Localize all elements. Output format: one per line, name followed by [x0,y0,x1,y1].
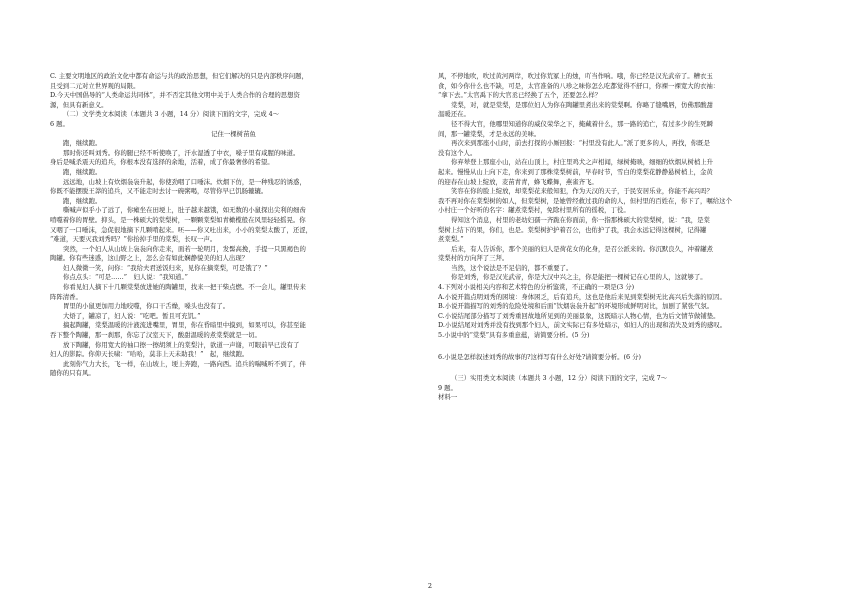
text-line: 那时你还叫刘秀。你的腿已经不听使唤了，汗水湿透了中衣，嗓子里有咸腥的味道。 [63,148,300,157]
text-line: 吞下整个陶罐，那一刹那，你忘了汉室天下，酸甜温暖的煮棠梨就是一切。 [50,331,261,340]
text-line: 得知这个消息，村里的老幼妇孺一齐跪在你面前，你一指那株硕大的棠梨树，说：“我，是棠 [451,215,710,224]
text-line: 6 题。 [50,119,69,128]
text-line: 啃噬着你的胃壁。抑头，是一株硕大的棠梨树，一颗颗棠梨如青橄榄般在风里轻轻摇晃。你 [50,215,306,224]
text-line: 的迎春在山坡上绽放，麦苗青青，蜂飞蝶舞，燕雀齐飞。 [438,177,598,186]
text-line: 笑容在你的脸上绽放，却棠梨花来般知犯，作为天汉的天子，于民安居乐业，你能不高兴吗？ [451,187,714,196]
text-line: 食，如今你什么也不缺，可是，太官准备的八珍之味你怎么吃都觉得不舒口，你裸一裸宽大的衣袖： [438,81,720,90]
text-line: （二）文学类文本阅读（本题共 3 小题，14 分）阅读下面的文字，完成 4～ [63,110,280,119]
text-line: “难道，天要灭我刘秀吗？”你抬掉手里的棠梨，长叹一声。 [50,235,217,244]
text-line: 当然，这个说法是不足信的，都不重要了。 [451,263,573,272]
text-line: 跑，继续跑。 [63,196,102,205]
text-line: 棠梨村的方向拜了三拜。 [438,254,509,263]
text-line: 此刻你气力大长，飞一样，在山坡上，埂上奔跑，一路向西。追兵的喘喊听不到了，伴 [63,359,306,368]
text-line: C. 主要文明地区的政治文化中都有命运与共的政治思想，但它们解决的只是内部秩序问题， [50,72,308,80]
text-line: 妇人微微一笑，问你：“我给夫君送饭归来，见你在摘棠梨，可是饿了？” [63,263,268,272]
text-line: 9 题。 [438,383,457,392]
text-line: 突然，一个妇人从山坡上袅袅向你走来，面若一轮明月，发髻高挽，手提一只黑褐色的 [63,244,306,253]
text-line: 远远地，山坡上有炊烟袅袅升起，你使劲咽了口唾沫。炊烟下仿，是一种残忍的诱惑， [63,177,306,186]
text-line: 我不再对你在棠梨树的如人，但棠梨树，是她曾经救过我的命的人，但村里的百姓在，你下了，嘱给这个 [438,196,732,205]
left-column [50,72,417,379]
text-line: B.小说开篇描写的刘秀的危险处境和后面“饮烟袅袅升起”的环境形成鲜明对比，加剧了紧张气氛。 [438,302,714,311]
text-line: 风，不停地吹，吹过黄河两岸，吹过你荒冢上的烛，吖当作响。哦，你已经是汉光武帝了。糟衣玉 [438,72,713,80]
text-line: 间，那一罐棠梨，才是永远的美味。 [438,129,541,138]
right-column [438,72,810,403]
text-line: 嘶喊声似乎小了远了，你瘫坐在田埂上，肚子越来越饿，如无数的小鼠探出尖利的细齿 [63,206,306,215]
text-line: D.小说结尾对刘秀并没有找到那个妇人，前文实际已有多处暗示，如妇人的出现和消失及刘秀的感叹。 [438,321,727,330]
text-line: 煮棠梨。” [438,235,464,244]
text-line: 你看见妇人摘下十几颗棠梨放进她的陶罐里，找来一把干柴点燃。不一会儿，罐里传来 [63,283,306,292]
text-line: 且受到二元对立世界观的局限。 [50,81,140,90]
text-line: C.小说结尾部分描写了刘秀重回故地所见到的美丽景象，这既暗示人物心情，也为后文情节做铺垫。 [438,311,720,320]
text-line: 径不得大官，他哪里知道你的威仪荣华之下，掩藏着什么，那一路的追亡，有过多少的生死瞬 [451,119,714,128]
text-line: 搞起陶罐，棠梨温暖的汁液流进嘴里，胃里，你在昏暗里中摸到，如果可以，你甚至能 [63,321,306,330]
text-line: 跑，继续跑。 [63,139,102,148]
text-line: 你既不能摆脱王莽的追兵，又不能走时去讨一碗粥喝，尽管你早已饥肠辘辘。 [50,187,268,196]
text-line: 胃里的小鼠更加用力地咬噬，你口干舌燥，嗓头也没有了。 [63,302,230,311]
text-line: 陶罐。你有些迷惑，这山野之上，怎么会有如此娴静貌美的妇人出现？ [50,254,249,263]
text-line: 梨树上结下的果，你们，也是。棠梨树护护着召公，也佑护了我，我会永远记得这棵树，记得罐 [438,225,707,234]
text-line: 起来。慢慢从山上向下走，你来到了那株棠梨树前，早春时节，雪白的棠梨花静静悬树梢上，金黄 [438,167,713,176]
text-line: 6.小说是怎样叙述刘秀的故事的?这样写有什么好处?请简要分析。(6 分) [438,352,641,361]
text-line: 阵阵清香。 [50,292,82,301]
text-line: D.今天中国倡导的“人类命运共同体”，并不否定其他文明中关于人类合作的合理的思想资 [50,91,300,100]
text-line: “拿下去。”太官禹下的大官丞已经换了五个，还要怎么样？ [438,91,602,100]
text-line: 大焐了，罐凉了，妇人说：“吃吧。暂且可充饥。” [63,311,201,320]
text-line: A.小说开篇点明刘秀的困境：身体困乏，后有追兵，这也是他后来见到棠梨树无比高兴后失落的原因。 [438,292,726,301]
text-line: 温暖还在。 [438,110,470,119]
text-line: 妇人的影踪。你仰天长啸：“哈哈，莫非上天未助我！” 起，继续跑。 [50,350,249,359]
text-line: 跑，继续跑。 [63,167,102,176]
page-number: 2 [427,582,433,590]
text-line: 材料一 [438,393,458,402]
text-line: 你点点头：“可是……” 妇人说：“我知道。” [63,273,188,282]
text-line: 又咽了一口唾沫，急促很地摘下几颗啃起来。呸——你又吐出来，小小的棠梨太酸了，还涩， [50,225,313,234]
text-line: 没有这个人。 [438,148,477,157]
text-line: 再次来到那座小山时，前去打探的小厮回报：“村里没有此人。”派了更多的人，再找，你既是 [451,139,710,148]
text-line: 小村庄一个好听的名字：罐煮棠梨村，免除村里所有的徭税，丁役。 [438,206,630,215]
text-line: 你是刘秀，你是汉光武帝，你是大汉中兴之主，你是能把一棵树记在心里的人，这就够了。 [451,273,707,282]
text-line: 放下陶罐，你用宽大的袖口擦一擦胡须上的棠梨汁，欲道一声谢，可眼前早已没有了 [63,340,300,349]
text-line: 4.下列对小说相关内容和艺术特色的分析鉴赏，不正确的一项是(3 分) [438,283,635,292]
text-line: 后来，有人告诉你，那个美丽的妇人是荷花女的化身，是召公派来的。你沉默良久，冲着罐煮 [451,244,714,253]
text-line: 5.小说中的“棠梨”具有多重意蕴，请简要分析。(5 分) [438,331,590,340]
text-line: 身后是喊杀震天的追兵，你根本没有选择的余地，活着，成了你最奢侈的希望。 [50,158,274,167]
text-line: 源，但具有新意义。 [50,100,108,109]
text-line: 你弃辇登上那座小山，站在山顶上，村庄里鸡犬之声相闻，绿树掩映，细细的炊烟从树梢上升 [451,158,714,167]
text-line: （三）实用类文本阅读（本题共 3 小题，12 分）阅读下面的文字，完成 7～ [451,374,668,383]
text-line: 记住一棵树苗鱼 [211,129,256,138]
text-line: 随你的只有风。 [50,369,95,378]
text-line: 棠梨，对，就是棠梨，是那位妇人为你在陶罐里煮出来的棠梨啊。你略了缝嘴唇，仿佛那酸甜 [451,100,714,109]
